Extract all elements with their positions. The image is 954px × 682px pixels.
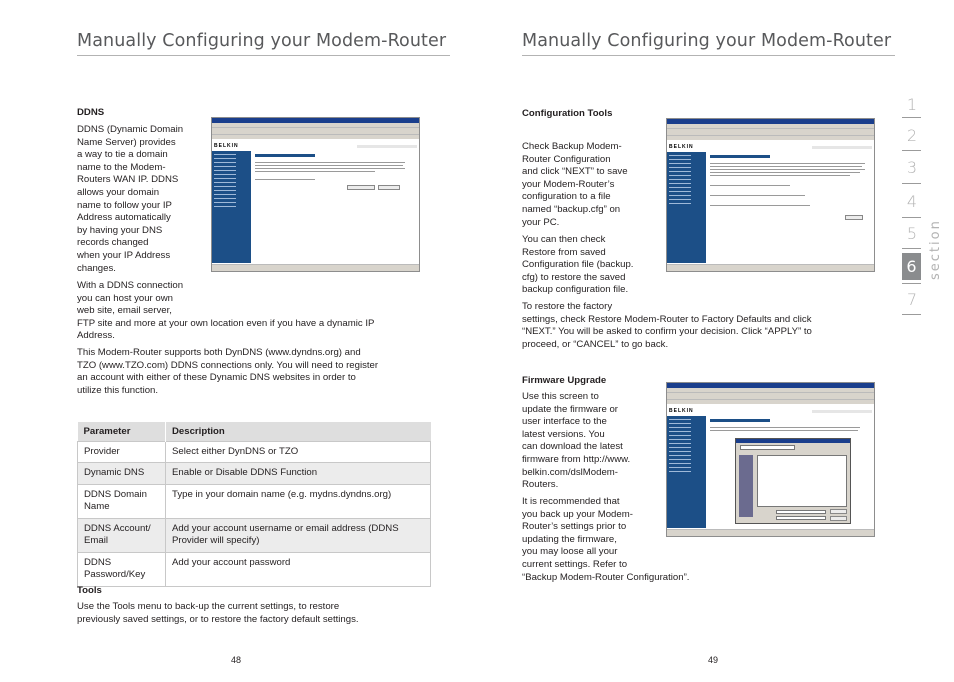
text-line: Check Backup Modem- [522,141,622,152]
belkin-logo: BELKIN [214,143,239,149]
text-line: FTP site and more at your own location even if you have a dynamic IP [77,317,375,329]
text-line: DDNS (Dynamic Domain [77,124,184,135]
config-paragraph-2 [522,234,633,297]
section-number-2: 2 [906,126,918,145]
text-line: update the firmware or [522,403,618,415]
table-cell-description: Add your account username or email address (DDNS Provider will specify) [166,518,431,552]
text-line: Router’s settings prior to [522,521,627,533]
ddns-parameter-table [77,422,431,587]
router-page-title [255,154,315,157]
text-line: records changed [77,237,149,249]
tools-heading: Tools [77,585,102,596]
text-line: name to the Modem- [77,161,166,173]
text-line: Address. [77,330,115,342]
text-line: It is recommended that [522,496,620,507]
text-line: a way to tie a domain [77,149,168,161]
router-cancel-button [378,185,400,190]
text-line: you back up your Modem- [522,508,633,520]
table-header-description: Description [166,422,431,441]
text-line: To restore the factory [522,301,613,312]
table-cell-parameter: Provider [78,441,166,463]
text-line: changes. [77,262,116,274]
text-line: an account with either of these Dynamic DNS websites in order to [77,372,356,384]
belkin-logo: BELKIN [669,144,694,150]
text-line: Name Server) provides [77,136,176,148]
text-line: updating the firmware, [522,533,617,545]
table-cell-parameter: DDNS Account/ Email [78,518,166,552]
table-cell-parameter: DDNS Domain Name [78,484,166,518]
table-cell-description: Enable or Disable DDNS Function [166,463,431,485]
tools-paragraph [77,601,359,626]
section-label: section [928,219,943,280]
table-header-parameter: Parameter [78,422,166,441]
text-line: Routers. [522,479,559,491]
right-page-header-title: Manually Configuring your Modem-Router [522,31,892,51]
ddns-paragraph-3 [77,347,378,397]
table-row [78,484,431,518]
section-number-6-active: 6 [902,253,921,280]
text-line: Restore from saved [522,246,606,258]
ddns-paragraph-1 [77,124,183,275]
text-line: cfg) to restore the saved [522,271,626,283]
firmware-paragraph-1 [522,391,630,492]
text-line: You can then check [522,234,606,245]
configuration-tools-heading: Configuration Tools [522,108,613,119]
text-line: allows your domain [77,186,160,198]
file-open-dialog [735,438,851,524]
text-line: name to follow your IP [77,199,172,211]
firmware-upgrade-heading: Firmware Upgrade [522,375,607,386]
right-page-number: 49 [708,655,719,665]
router-save-button [347,185,375,190]
text-line: utilize this function. [77,384,159,396]
right-header-rule [522,55,895,56]
text-line: your PC. [522,216,560,228]
text-line: Router Configuration [522,153,611,165]
text-line: This Modem-Router supports both DynDNS (www.dyndns.org) and [77,347,361,358]
table-cell-parameter: Dynamic DNS [78,463,166,485]
text-line: can download the latest [522,441,623,453]
browser-toolbar [212,127,419,134]
text-line: backup configuration file. [522,284,629,296]
config-paragraph-3 [522,301,812,351]
text-line: “Backup Modem-Router Configuration”. [522,571,690,583]
text-line: current settings. Refer to [522,558,628,570]
section-number-3: 3 [906,158,918,177]
text-line: Routers WAN IP. DDNS [77,174,179,186]
text-line: Configuration file (backup. [522,259,634,271]
table-cell-description: Type in your domain name (e.g. mydns.dyndns.org) [166,484,431,518]
table-row [78,463,431,485]
table-cell-description: Add your account password [166,552,431,586]
text-line: belkin.com/dslModem- [522,466,618,478]
text-line: Address automatically [77,212,171,224]
text-line: TZO (www.TZO.com) DDNS connections only. You will need to register [77,359,379,371]
left-page-header-title: Manually Configuring your Modem-Router [77,31,447,51]
firmware-upgrade-screenshot [666,382,875,537]
left-header-rule [77,55,450,56]
text-line: web site, email server, [77,305,172,317]
text-line: when your IP Address [77,249,171,261]
browser-address-bar [212,134,419,139]
text-line: “NEXT.” You will be asked to confirm your decision. Click “APPLY” to [522,326,812,338]
text-line: your Modem-Router’s [522,178,615,190]
browser-statusbar [212,264,419,271]
text-line: by having your DNS [77,224,163,236]
table-row [78,518,431,552]
belkin-logo: BELKIN [669,408,694,414]
left-page-number: 48 [231,655,242,665]
text-line: named “backup.cfg” on [522,203,621,215]
section-number-5: 5 [906,224,918,243]
text-line: you may loose all your [522,546,618,558]
text-line: user interface to the [522,416,607,428]
ddns-screenshot [211,117,420,272]
text-line: firmware from http://www. [522,453,631,465]
text-line: previously saved settings, or to restore the factory default settings. [77,613,359,625]
ddns-paragraph-2 [77,280,374,343]
router-sidebar [212,151,251,263]
firmware-paragraph-2 [522,496,689,584]
text-line: you can host your own [77,292,173,304]
text-line: latest versions. You [522,428,605,440]
text-line: With a DDNS connection [77,280,184,291]
section-number-1: 1 [906,95,918,114]
ddns-heading: DDNS [77,107,105,118]
text-line: proceed, or “CANCEL” to go back. [522,338,669,350]
section-number-4: 4 [906,192,918,211]
table-row [78,552,431,586]
table-cell-description: Select either DynDNS or TZO [166,441,431,463]
table-cell-parameter: DDNS Password/Key [78,552,166,586]
config-paragraph-1 [522,141,628,229]
section-number-7: 7 [906,290,918,309]
text-line: configuration to a file [522,191,611,203]
configuration-tools-screenshot [666,118,875,272]
text-line: settings, check Restore Modem-Router to Factory Defaults and click [522,313,812,325]
table-row [78,441,431,463]
text-line: Use the Tools menu to back-up the current settings, to restore [77,601,340,612]
router-top-nav [357,145,417,148]
text-line: Use this screen to [522,391,599,402]
text-line: and click “NEXT” to save [522,166,628,178]
